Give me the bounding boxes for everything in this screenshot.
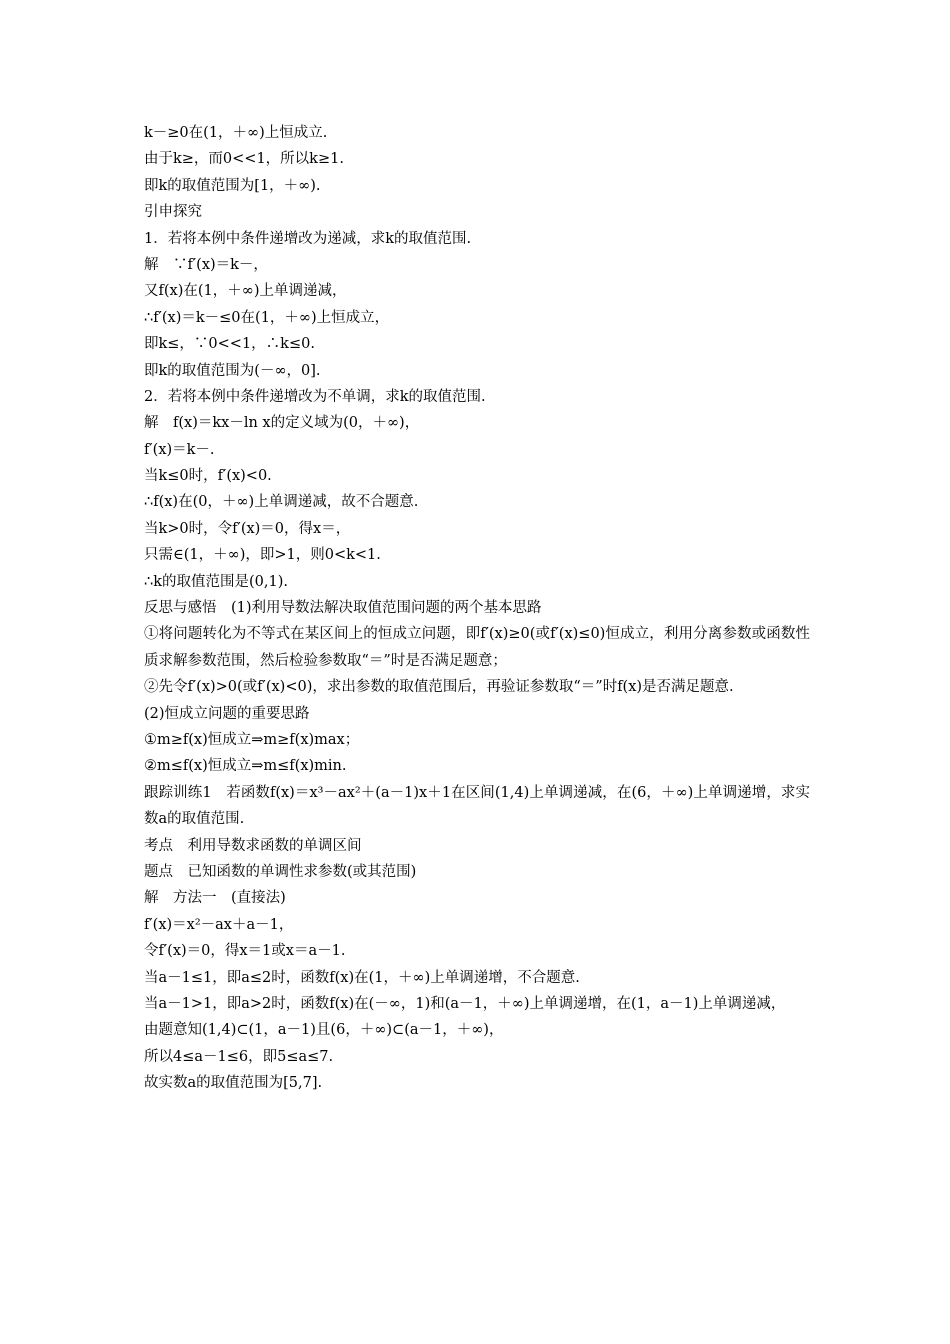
text-line: ∴f(x)在(0，＋∞)上单调递减，故不合题意. [144,494,419,511]
text-line: 当a－1≤1，即a≤2时，函数f(x)在(1，＋∞)上单调递增，不合题意. [144,969,580,986]
text-line: 由题意知(1,4)⊂(1，a－1)且(6，＋∞)⊂(a－1，＋∞)， [144,1022,504,1039]
text-line: 由于k≥，而0<<1，所以k≥1. [144,151,344,168]
text-line: 又f(x)在(1，＋∞)上单调递减， [144,283,347,300]
text-line: ①m≥f(x)恒成立⇒m≥f(x)max； [144,732,360,749]
subtopic-line: 题点 已知函数的单调性求参数(或其范围) [144,864,417,881]
text-line: 解 方法一 (直接法) [144,890,286,907]
text-line: ②m≤f(x)恒成立⇒m≤f(x)min. [144,758,347,775]
text-line: 当a－1>1，即a>2时，函数f(x)在(－∞，1)和(a－1，＋∞)上单调递增，在(1，a－1)上单调递减， [144,995,786,1012]
text-line: 令f′(x)＝0，得x＝1或x＝a－1. [144,943,346,960]
practice-problem: 跟踪训练1 若函数f(x)＝x³－ax²＋(a－1)x＋1在区间(1,4)上单调递减，在(6，＋∞)上单调递增，求实数a的取值范围. [144,784,810,828]
question-1: 1．若将本例中条件递增改为递减，求k的取值范围. [144,230,472,247]
section-heading: 引申探究 [144,204,202,221]
text-line: 当k≤0时，f′(x)<0. [144,468,272,485]
question-2: 2．若将本例中条件递增改为不单调，求k的取值范围. [144,388,486,405]
topic-line: 考点 利用导数求函数的单调区间 [144,837,362,854]
text-line: f′(x)＝x²－ax＋a－1， [144,916,294,933]
text-line: ∴f′(x)＝k－≤0在(1，＋∞)上恒成立， [144,309,390,326]
reflection-point-1: ①将问题转化为不等式在某区间上的恒成立问题，即f′(x)≥0(或f′(x)≤0)恒成立，利用分离参数或函数性质求解参数范围，然后检验参数取“＝”时是否满足题意； [144,626,810,669]
reflection-point-2: ②先令f′(x)>0(或f′(x)<0)，求出参数的取值范围后，再验证参数取“＝”时f(x)是否满足题意. [144,679,734,696]
text-line: 只需∈(1，＋∞)，即>1，则0<k<1. [144,547,381,564]
text-line: 即k的取值范围为(－∞，0]. [144,362,321,379]
final-answer: 故实数a的取值范围为[5,7]. [144,1075,323,1092]
text-line: 当k>0时，令f′(x)＝0，得x＝， [144,520,351,537]
text-line: k－≥0在(1，＋∞)上恒成立. [144,125,328,141]
reflection-heading: 反思与感悟 (1)利用导数法解决取值范围问题的两个基本思路 [144,600,542,617]
text-line: 所以4≤a－1≤6，即5≤a≤7. [144,1048,334,1065]
solution-text [144,120,810,1097]
text-line: (2)恒成立问题的重要思路 [144,705,310,722]
text-line: ∴k的取值范围是(0,1). [144,573,288,590]
text-line: 解 f(x)＝kx－ln x的定义域为(0，＋∞)， [144,415,420,432]
text-line: 解 ∵f′(x)＝k－， [144,256,268,273]
text-line: f′(x)＝k－. [144,441,215,458]
text-line: 即k的取值范围为[1，＋∞). [144,177,321,194]
text-line: 即k≤，∵0<<1，∴k≤0. [144,336,315,353]
